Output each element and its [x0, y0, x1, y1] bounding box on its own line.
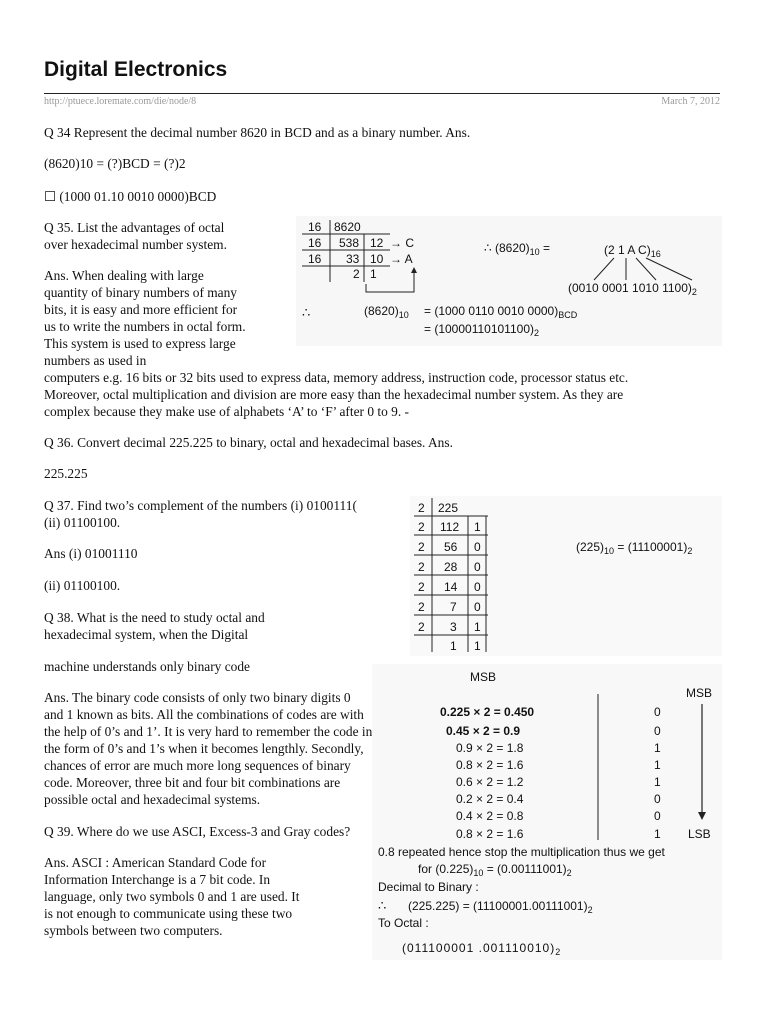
- q38-answer-line: and 1 known as bits. All the combinations of codes are with: [44, 707, 364, 722]
- source-url: http://ptuece.loremate.com/die/node/8: [44, 96, 197, 107]
- q38-answer-line: code. Moreover, three bit and four bit combinations are: [44, 775, 341, 790]
- q39-answer-line: Information Interchange is a 7 bit code. In: [44, 872, 271, 887]
- q36-question: Q 36. Convert decimal 225.225 to binary, octal and hexadecimal bases. Ans.: [44, 435, 453, 450]
- q36-value: 225.225: [44, 466, 88, 481]
- q38-answer-line: chances of error are much more long sequences of binary: [44, 758, 351, 773]
- q39-answer-line: is not enough to communicate using these two: [44, 906, 293, 921]
- row-divisor: 2: [418, 600, 425, 614]
- row-number: 14: [444, 580, 458, 594]
- q35-answer-line: complex because they make use of alphabets ‘A’ to ‘F’ after 0 to 9. -: [44, 404, 410, 419]
- frac-row-expr: 0.2 × 2 = 0.4: [456, 792, 524, 806]
- dec-to-bin-heading: Decimal to Binary :: [378, 880, 479, 894]
- q34-line2: ☐ (1000 01.10 0010 0000)BCD: [44, 189, 217, 204]
- row-number: 225: [438, 501, 459, 515]
- div-number: 538: [339, 236, 360, 250]
- header-divider: [44, 93, 720, 94]
- octal-grouping: (011100001 $.001110010)_2$: [402, 941, 562, 957]
- frac-row-bit: 0: [654, 792, 661, 806]
- q35-answer-line: This system is used to express large: [44, 336, 236, 351]
- q35-answer-line: Moreover, octal multiplication and division are more easy than the hexadecimal number system. As they are: [44, 387, 624, 402]
- frac-row-expr: 0.45 × 2 = 0.9: [446, 724, 521, 738]
- row-divisor: 2: [418, 580, 425, 594]
- therefore-symbol: ∴: [302, 305, 311, 320]
- frac-row-bit: 1: [654, 758, 661, 772]
- to-octal-heading: To Octal :: [378, 916, 429, 930]
- fraction-result: for $(0.225)_{10} = (0.00111001)_2$: [418, 862, 572, 878]
- lsb-label: LSB: [688, 827, 711, 841]
- q39-answer-line: language, only two symbols 0 and 1 are used. It: [44, 889, 300, 904]
- fig-8620-conversion: [296, 216, 722, 346]
- q35-answer-line: numbers as used in: [44, 353, 147, 368]
- q38-answer-line: the help of 0’s and 1’. It is very hard to remember the code in: [44, 724, 373, 739]
- hex-left: ∴ $(8620)_{10}$ =: [484, 241, 551, 257]
- q38-question-line: Q 38. What is the need to study octal and: [44, 610, 265, 625]
- div-remainder: 10: [370, 252, 384, 266]
- frac-row-bit: 0: [654, 724, 661, 738]
- q38-answer-line: the form of 0’s and 1’s when it becomes lengthly. Secondly,: [44, 741, 364, 756]
- row-number: 7: [450, 600, 457, 614]
- div-number: 33: [346, 252, 360, 266]
- div-divisor: 16: [308, 220, 322, 234]
- row-remainder: 1: [474, 520, 481, 534]
- msb-top-label: MSB: [470, 670, 497, 684]
- q38-answer: [44, 689, 428, 808]
- fig-225-conversion: [410, 496, 722, 656]
- row-remainder: 1: [474, 639, 481, 653]
- q37-question: [44, 497, 410, 531]
- row-remainder: 1: [474, 620, 481, 634]
- row-number: 3: [450, 620, 457, 634]
- q38-answer-line: possible octal and hexadecimal systems.: [44, 792, 261, 807]
- msb-right-label: MSB: [686, 686, 713, 700]
- q35-question-line: over hexadecimal number system.: [44, 237, 227, 252]
- frac-row-bit: 1: [654, 741, 661, 755]
- row-divisor: 2: [418, 540, 425, 554]
- frac-row-expr: 0.9 × 2 = 1.8: [456, 741, 524, 755]
- frac-row-bit: 0: [654, 705, 661, 719]
- row-number: 56: [444, 540, 458, 554]
- q37-answer-2: (ii) 01100100.: [44, 578, 121, 593]
- div-divisor: 16: [308, 252, 322, 266]
- arrow-to-c: → C: [390, 236, 414, 250]
- q35-answer-wide: [44, 369, 724, 420]
- therefore-symbol: ∴: [378, 898, 387, 913]
- frac-row-expr: 0.6 × 2 = 1.2: [456, 775, 524, 789]
- frac-row-bit: 1: [654, 775, 661, 789]
- frac-row-expr: 0.8 × 2 = 1.6: [456, 758, 524, 772]
- q38-answer-line: Ans. The binary code consists of only two binary digits 0: [44, 690, 351, 705]
- q35-answer-line: computers e.g. 16 bits or 32 bits used to express data, memory address, instruction code, processor status etc.: [44, 370, 629, 385]
- q35-answer-line: quantity of binary numbers of many: [44, 285, 238, 300]
- q34-question: Q 34 Represent the decimal number 8620 in BCD and as a binary number. Ans.: [44, 125, 471, 140]
- frac-row-expr: 0.4 × 2 = 0.8: [456, 809, 524, 823]
- q38-question-line: hexadecimal system, when the Digital: [44, 627, 249, 642]
- q37-answer-1: Ans (i) 01001110: [44, 546, 138, 561]
- row-remainder: 0: [474, 580, 481, 594]
- div-number: 8620: [334, 220, 361, 234]
- bcd-result: = (1000 0110 0010 $0000)_{BCD}$: [424, 304, 578, 320]
- row-remainder: 0: [474, 600, 481, 614]
- div-number: 2: [353, 267, 360, 281]
- row-divisor: 2: [418, 560, 425, 574]
- bcd-left: $(8620)_{10}$: [364, 304, 409, 320]
- row-number: 112: [440, 520, 460, 534]
- hex-right: (2 1 A $C)_{16}$: [604, 243, 661, 259]
- q39-answer: [44, 854, 300, 939]
- frac-row-expr: 0.8 × 2 = 1.6: [456, 827, 524, 841]
- fig-fraction-conversion: [372, 664, 722, 960]
- q35-question-line: Q 35. List the advantages of octal: [44, 220, 225, 235]
- q38-question-line3: machine understands only binary code: [44, 659, 251, 674]
- row-remainder: 0: [474, 540, 481, 554]
- q38-question: [44, 609, 265, 643]
- row-divisor: 2: [418, 520, 425, 534]
- row-divisor: 2: [418, 620, 425, 634]
- frac-row-bit: 0: [654, 809, 661, 823]
- frac-row-bit: 1: [654, 827, 661, 841]
- binary-result: = $(10000110101100)_2$: [424, 322, 540, 338]
- q35-answer-line: bits, it is easy and more efficient for: [44, 302, 238, 317]
- q39-answer-line: Ans. ASCI : American Standard Code for: [44, 855, 267, 870]
- frac-row-expr: 0.225 × 2 = 0.450: [440, 705, 535, 719]
- row-number: 1: [450, 639, 457, 653]
- q39-answer-line: symbols between two computers.: [44, 923, 223, 938]
- div-remainder: 1: [370, 267, 377, 281]
- q35-question: [44, 219, 227, 253]
- full-binary-result: $(225.225) = (11100001.00111001)_2$: [408, 899, 593, 915]
- binary-225-result: $(225)_{10} = (11100001)_2$: [576, 540, 693, 556]
- q34-line1: (8620)10 = (?)BCD = (?)2: [44, 156, 186, 171]
- q35-answer-narrow: [44, 267, 246, 369]
- row-remainder: 0: [474, 560, 481, 574]
- stop-note: 0.8 repeated hence stop the multiplication thus we get: [378, 845, 665, 859]
- page-title: Digital Electronics: [44, 58, 228, 81]
- q35-answer-line: Ans. When dealing with large: [44, 268, 204, 283]
- q37-question-line: Q 37. Find two’s complement of the numbers (i) 0100111(: [44, 498, 357, 513]
- q35-answer-line: us to write the numbers in octal form.: [44, 319, 246, 334]
- row-divisor: 2: [418, 501, 425, 515]
- q37-question-line: (ii) 01100100.: [44, 515, 121, 530]
- q39-question: Q 39. Where do we use ASCI, Excess-3 and Gray codes?: [44, 824, 351, 839]
- arrow-to-a: → A: [390, 252, 413, 266]
- publish-date: March 7, 2012: [661, 96, 720, 107]
- div-remainder: 12: [370, 236, 384, 250]
- hex-groups: (0010 0001 1010 $1100)_2$: [568, 281, 697, 297]
- div-divisor: 16: [308, 236, 322, 250]
- row-number: 28: [444, 560, 458, 574]
